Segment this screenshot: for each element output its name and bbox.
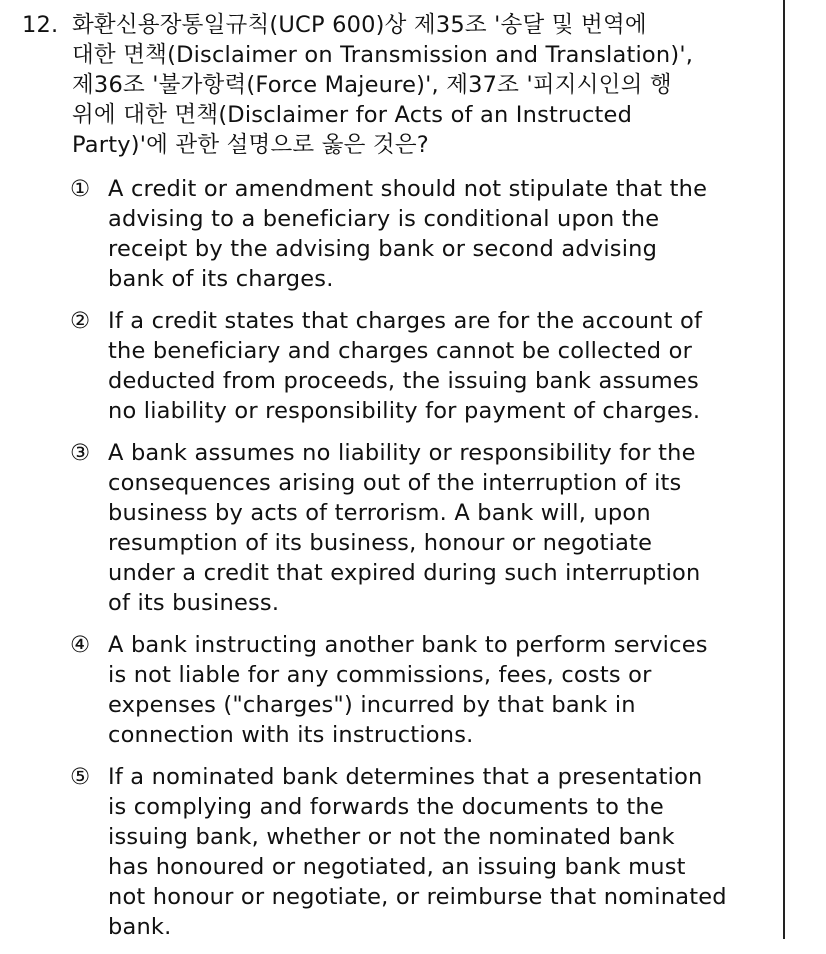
option-line: bank of its charges. bbox=[108, 266, 334, 292]
option-line: expenses ("charges") incurred by that bank in bbox=[108, 692, 636, 718]
option-line: business by acts of terrorism. A bank will, upon bbox=[108, 500, 651, 526]
option-text bbox=[108, 630, 770, 750]
option-marker: ② bbox=[70, 308, 91, 334]
option-line: deducted from proceeds, the issuing bank assumes bbox=[108, 368, 699, 394]
option-line: has honoured or negotiated, an issuing bank must bbox=[108, 854, 686, 880]
option-line: If a credit states that charges are for the account of bbox=[108, 308, 703, 334]
option-line: is complying and forwards the documents to the bbox=[108, 794, 664, 820]
option-3[interactable] bbox=[70, 438, 770, 618]
option-line: under a credit that expired during such interruption bbox=[108, 560, 701, 586]
option-line: bank. bbox=[108, 914, 172, 940]
option-text bbox=[108, 174, 770, 294]
option-line: consequences arising out of the interruption of its bbox=[108, 470, 682, 496]
option-marker: ⑤ bbox=[70, 764, 91, 790]
option-line: connection with its instructions. bbox=[108, 722, 474, 748]
option-line: of its business. bbox=[108, 590, 280, 616]
option-marker: ③ bbox=[70, 440, 91, 466]
question-line: 대한 면책(Disclaimer on Transmission and Translation)', bbox=[72, 42, 694, 68]
option-line: A bank instructing another bank to perform services bbox=[108, 632, 708, 658]
option-line: A credit or amendment should not stipulate that the bbox=[108, 176, 708, 202]
option-line: the beneficiary and charges cannot be collected or bbox=[108, 338, 693, 364]
option-line: not honour or negotiate, or reimburse that nominated bbox=[108, 884, 727, 910]
option-marker: ① bbox=[70, 176, 91, 202]
option-5[interactable] bbox=[70, 762, 770, 942]
question-line: Party)'에 관한 설명으로 옳은 것은? bbox=[72, 132, 429, 158]
question-line: 제36조 '불가항력(Force Majeure)', 제37조 '피지시인의 행 bbox=[72, 72, 672, 98]
question-line: 화환신용장통일규칙(UCP 600)상 제35조 '송달 및 번역에 bbox=[72, 12, 647, 38]
option-1[interactable] bbox=[70, 174, 770, 294]
option-line: If a nominated bank determines that a presentation bbox=[108, 764, 703, 790]
option-text bbox=[108, 762, 770, 942]
column-divider bbox=[783, 0, 785, 939]
option-line: no liability or responsibility for payment of charges. bbox=[108, 398, 701, 424]
option-line: is not liable for any commissions, fees, costs or bbox=[108, 662, 652, 688]
option-marker: ④ bbox=[70, 632, 91, 658]
option-4[interactable] bbox=[70, 630, 770, 750]
option-line: A bank assumes no liability or responsibility for the bbox=[108, 440, 696, 466]
question-stem bbox=[72, 10, 762, 160]
answer-options bbox=[70, 174, 770, 954]
question-12 bbox=[22, 10, 762, 160]
option-line: resumption of its business, honour or negotiate bbox=[108, 530, 653, 556]
option-line: advising to a beneficiary is conditional upon the bbox=[108, 206, 660, 232]
option-line: issuing bank, whether or not the nominated bank bbox=[108, 824, 675, 850]
option-text bbox=[108, 306, 770, 426]
question-line: 위에 대한 면책(Disclaimer for Acts of an Instructed bbox=[72, 102, 633, 128]
question-number: 12. bbox=[22, 12, 59, 38]
option-line: receipt by the advising bank or second advising bbox=[108, 236, 658, 262]
option-2[interactable] bbox=[70, 306, 770, 426]
option-text bbox=[108, 438, 770, 618]
